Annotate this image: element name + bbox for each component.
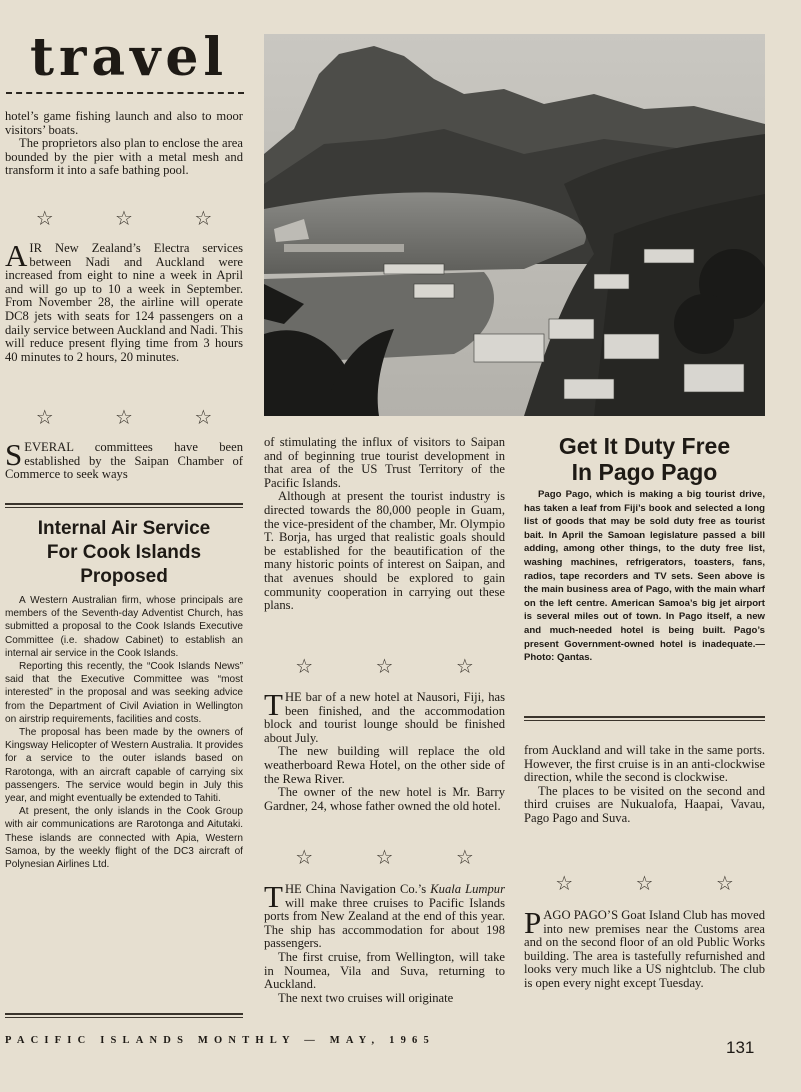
paragraph: of stimulating the influx of visitors to Saipan and of beginning true tourist development in that area of the US Trust Territory of the Pacific Islands. [264,435,505,490]
nausori-hotel-article [264,687,505,813]
goat-island-article [524,905,765,991]
divider-rule [5,507,243,508]
cook-islands-body [5,594,243,871]
page-number: 131 [726,1038,755,1057]
star-icon: ☆ [115,206,133,230]
star-divider [5,206,243,230]
star-icon: ☆ [35,405,54,429]
ship-name: Kuala Lumpur [430,882,505,896]
drop-cap: S [5,437,23,472]
star-icon: ☆ [115,405,133,429]
article-text: AGO PAGO’S Goat Island Club has moved into new premises near the Customs area and on the second floor of an old Public Works building. The area is tastefully refurnished and looks very much like a US nightclub. The club is open every night except Tuesday. [524,908,765,990]
headline-line: In Pago Pago [571,459,718,485]
cruise-article-cont [524,744,765,826]
paragraph: The proposal has been made by the owners of Kingsway Helicopter of Western Australia. It provides for a service to the outer islands based on Rarotonga, with an aircraft capable of carrying six passengers. The service would begin in July this year, and might eventually be extended to Tahiti. [5,727,243,805]
saipan-article-cont [264,436,505,613]
paragraph: A Western Australian firm, whose principals are members of the Seventh-day Adventist Church, has submitted a proposal to the Cook Islands Executive Committee (i.e. shadow Cabinet) to establish an internal air service in the Cook Islands. [5,595,243,659]
divider-rule [524,716,765,718]
star-icon: ☆ [555,871,574,895]
star-icon: ☆ [295,654,314,678]
star-divider [264,845,505,869]
star-icon: ☆ [194,405,213,429]
article-text: EVERAL committees have been established by the Saipan Chamber of Commerce to seek ways [5,440,243,482]
star-divider [264,654,505,678]
paragraph: from Auckland and will take in the same ports. However, the first cruise is in an anti-clockwise direction, while the second is clockwise. [524,743,765,785]
china-navigation-article [264,879,505,1005]
divider-rule [5,503,243,505]
article-text: HE bar of a new hotel at Nausori, Fiji, has been finished, and the accommodation block and tourist lounge should be finished about July. [264,690,505,745]
pago-pago-headline [524,433,765,485]
headline-line: Internal Air Service [37,518,211,539]
star-icon: ☆ [375,654,394,678]
star-icon: ☆ [375,845,394,869]
headline-line: Get It Duty Free [558,433,731,459]
star-icon: ☆ [715,871,734,895]
star-icon: ☆ [635,871,654,895]
drop-cap: P [524,905,542,940]
paragraph: The next two cruises will originate [278,990,454,1005]
cook-islands-headline [5,517,243,589]
drop-cap: A [5,238,28,273]
divider-rule [5,1013,243,1015]
star-divider [524,871,765,895]
saipan-article-start [5,437,243,482]
star-divider [5,405,243,429]
divider-rule [524,720,765,721]
paragraph: The new building will replace the old weatherboard Rewa Hotel, on the other side of the Rewa River. [264,744,505,786]
publication-footer: PACIFIC ISLANDS MONTHLY — MAY, 1965 [5,1035,435,1046]
paragraph: The proprietors also plan to enclose the area bounded by the pier with a metal mesh and transform it into a safe bathing pool. [5,136,243,178]
star-icon: ☆ [455,654,474,678]
paragraph: At present, the only islands in the Cook Group with air communications are Rarotonga and Aitutaki. These islands are connected with Apia, Western Samoa, by the weekly flight of the DC3 aircraft of Polynesian Airlines Ltd. [5,806,243,871]
paragraph: Although at present the tourist industry is directed towards the 80,000 people in Guam, the vice-president of the chamber, Mr. Olympio T. Borja, has urged that realistic goals should be established for the beautification of the many historic points of interest on Saipan, and that avenues should be explored to gain community cooperation in carrying out these plans. [264,489,505,613]
caption-text: Pago Pago, which is making a big tourist drive, has taken a leaf from Fiji’s book and selected a long list of goods that may be sold duty free as tourist bait. In April the Samoan legislature passed a bill adding, among other things, to the duty free list, washing machines, refrigerators, toasters, fans, radios, tape recorders and TV sets. Seen above is the main business area of Pago, with the main wharf on the left centre. American Samoa’s big jet airport is several miles out of town. In Pago itself, a new and much-needed hotel is being built. Pago’s present Government-owned hotel is inadequate.—Photo: Qantas. [524,489,765,664]
photo-caption [524,488,765,665]
article-text: IR New Zealand’s Electra services between Nadi and Auckland were increased from eight to nine a week in April and will go up to 10 a week in September. From November 28, the airline will operate DC8 jets with seats for 124 passengers on a daily service between Auckland and Nadi. This will reduce present flying time from 3 hours 40 minutes to 2 hours, 20 minutes. [5,241,243,364]
harbour-photo [264,34,765,416]
paragraph: The owner of the new hotel is Mr. Barry Gardner, 24, whose father owned the old hotel. [264,785,505,813]
divider-rule [5,1017,243,1018]
title-dash-rule [6,92,244,94]
drop-cap: T [264,879,283,914]
star-icon: ☆ [295,845,314,869]
star-icon: ☆ [35,206,54,230]
article-text: will make three cruises to Pacific Islands ports from New Zealand at the end of this year. The ship has accommodation for about 198 passengers. [264,895,505,951]
paragraph: hotel’s game fishing launch and also to moor visitors’ boats. [5,109,243,137]
headline-line: For Cook Islands [46,542,202,563]
star-icon: ☆ [194,206,213,230]
paragraph: Reporting this recently, the “Cook Islands News” said that the Executive Committee was “most interested” in the proposal and was seeking advice from the Department of Civil Aviation in Wellington on airstrip requirements, facilities and costs. [5,661,243,725]
air-nz-article [5,238,243,364]
section-title: travel [30,27,229,88]
headline-line: Proposed [80,566,168,587]
harbour-photo-drawing [264,34,765,416]
paragraph: The places to be visited on the second and third cruises are Nukualofa, Haapai, Vavau, Pago Pago and Suva. [524,783,765,825]
left-continued-text [5,110,243,178]
article-text: HE China Navigation Co.’s [284,882,431,896]
drop-cap: T [264,687,283,722]
paragraph: The first cruise, from Wellington, will take in Noumea, Vila and Suva, returning to Auckland. [264,949,505,992]
star-icon: ☆ [455,845,474,869]
